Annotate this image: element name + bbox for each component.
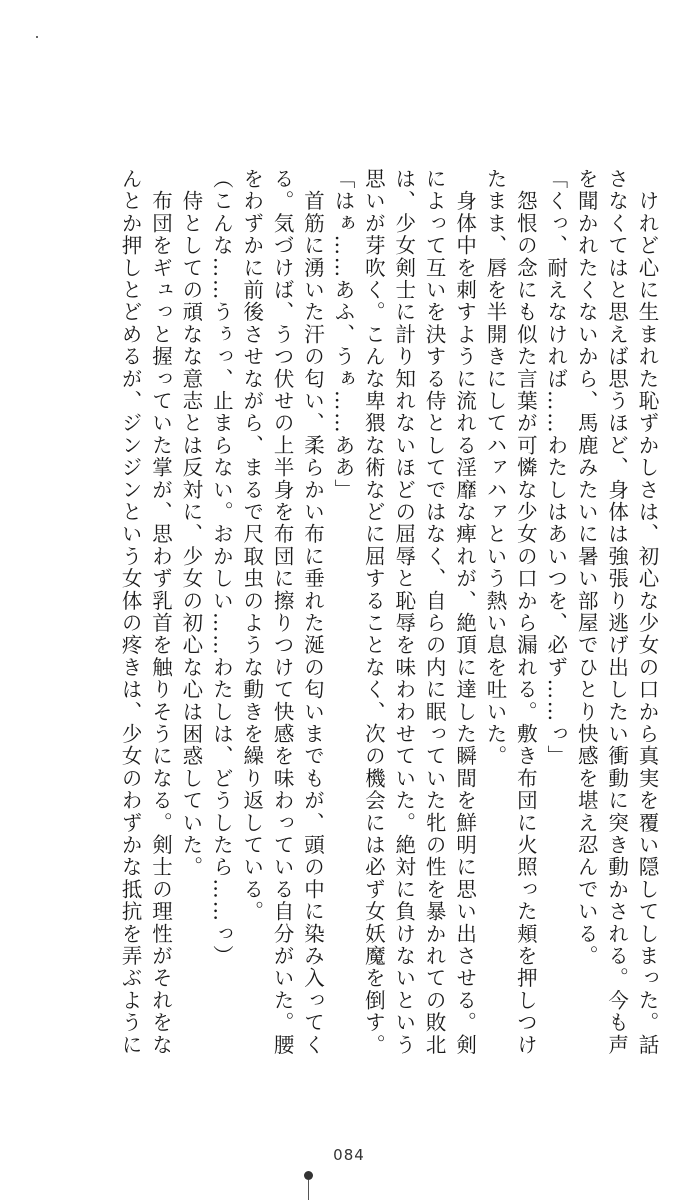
text-line: をわずかに前後させながら、まるで尺取虫のような動きを繰り返している。 — [239, 168, 264, 923]
text-line: んとか押しとどめるが、ジンジンという女体の疼きは、少女のわずかな抵抗を弄ぶように — [118, 168, 143, 1056]
page-marker-dot — [304, 1171, 313, 1180]
text-line: 「くっ、耐えなければ……わたしはあいつを、必ず……っ」 — [543, 168, 568, 768]
text-line: さなくてはと思えば思うほど、身体は強張り逃げ出したい衝動に突き動かされる。今も声 — [604, 168, 629, 1057]
text-line: （こんな……うぅっ、止まらない。おかしい……わたしは、どうしたら……っ） — [209, 168, 234, 968]
vertical-text-body — [115, 168, 662, 1057]
text-line: は、少女剣士に計り知れないほどの屈辱と恥辱を味わわせていた。絶対に負けないという — [391, 168, 416, 1056]
text-line: 思いが芽吹く。こんな卑猥な術などに屈することなく、次の機会には必ず女妖魔を倒す。 — [361, 168, 386, 1056]
text-line: たまま、唇を半開きにしてハァハァという熱い息を吐いた。 — [482, 168, 507, 768]
text-line: 怨恨の念にも似た言葉が可憐な少女の口から漏れる。敷き布団に火照った頬を押しつけ — [513, 168, 538, 1056]
text-line: 侍としての頑なな意志とは反対に、少女の初心な心は困惑していた。 — [178, 168, 203, 879]
text-line: 首筋に湧いた汗の匂い、柔らかい布に垂れた涎の匂いまでもが、頭の中に染み入ってく — [300, 168, 325, 1057]
text-line: 「はぁ……あふ、うぁ……ああ」 — [330, 168, 355, 501]
text-line: 身体中を刺すように流れる淫靡な痺れが、絶頂に達した瞬間を鮮明に思い出させる。剣 — [452, 168, 477, 1056]
text-line: によって互いを決する侍としてではなく、自らの内に眠っていた牝の性を暴かれての敗北 — [422, 168, 447, 1056]
page-number: 084 — [333, 1146, 365, 1164]
page-marker-line — [308, 1180, 309, 1200]
text-line: 布団をギュっと握っていた掌が、思わず乳首を触りそうになる。剣士の理性がそれをな — [148, 168, 173, 1056]
crop-mark — [36, 36, 38, 38]
text-line: る。気づけば、うつ伏せの上半身を布団に擦りつけて快感を味わっている自分がいた。腰 — [270, 168, 295, 1056]
text-line: を聞かれたくないから、馬鹿みたいに暑い部屋でひとり快感を堪え忍んでいる。 — [574, 168, 599, 968]
text-line: けれど心に生まれた恥ずかしさは、初心な少女の口から真実を覆い隠してしまった。話 — [635, 168, 659, 1056]
